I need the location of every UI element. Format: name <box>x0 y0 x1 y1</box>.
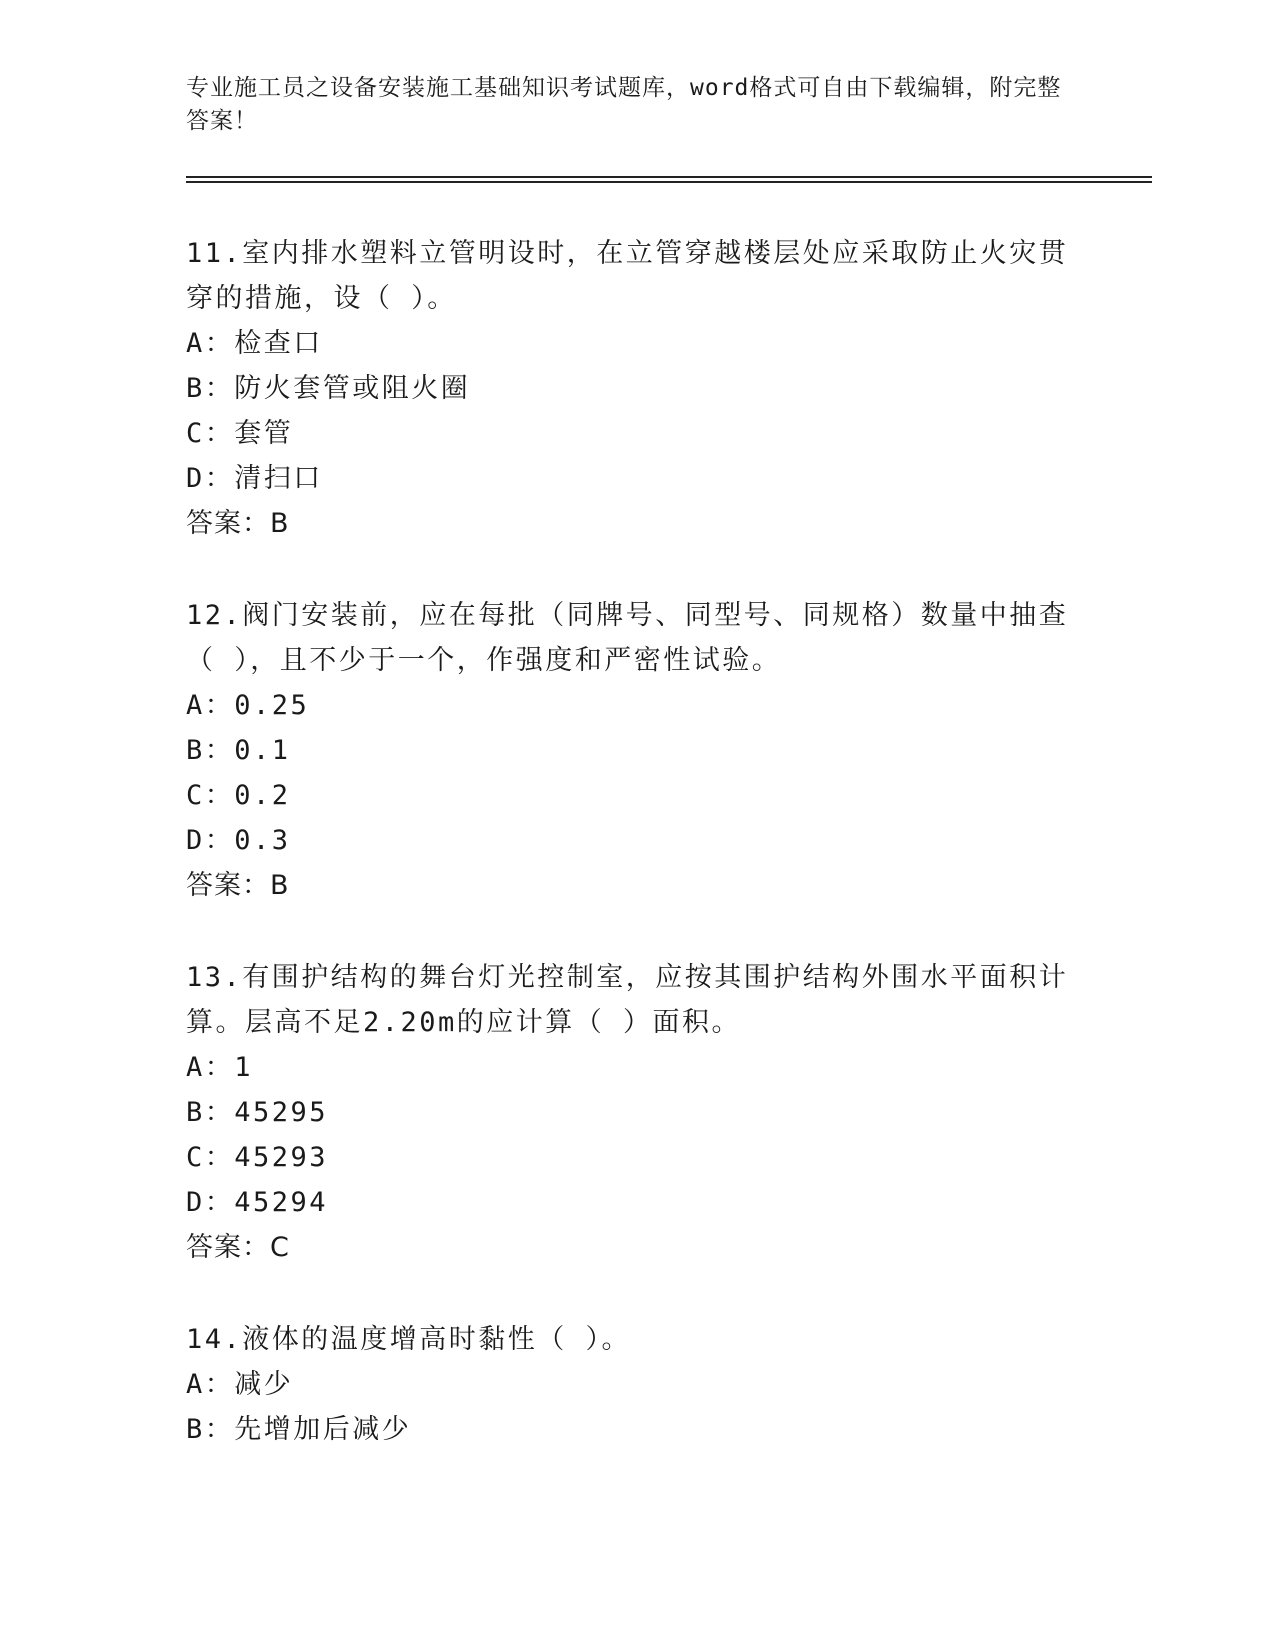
document-title: 专业施工员之设备安装施工基础知识考试题库，word格式可自由下载编辑，附完整答案！ <box>186 75 1062 134</box>
header-divider-top <box>186 176 1152 178</box>
option-b: B：先增加后减少 <box>186 1414 412 1445</box>
option-d: D：45294 <box>186 1187 329 1218</box>
question-text: 11.室内排水塑料立管明设时，在立管穿越楼层处应采取防止火灾贯穿的措施，设（ ）。 <box>186 238 1069 314</box>
document-header <box>186 72 1076 138</box>
question-11 <box>186 231 1086 546</box>
option-a: A：1 <box>186 1052 254 1083</box>
question-12 <box>186 593 1086 908</box>
option-b: B：0.1 <box>186 735 291 766</box>
option-a: A：检查口 <box>186 328 323 359</box>
option-c: C：45293 <box>186 1142 329 1173</box>
question-list <box>186 231 1086 1499</box>
option-c: C：套管 <box>186 418 294 449</box>
option-b: B：45295 <box>186 1097 329 1128</box>
option-a: A：减少 <box>186 1369 294 1400</box>
question-14 <box>186 1317 1086 1452</box>
answer: 答案：C <box>186 1232 290 1263</box>
option-d: D：0.3 <box>186 825 291 856</box>
option-c: C：0.2 <box>186 780 291 811</box>
option-d: D：清扫口 <box>186 463 323 494</box>
option-b: B：防火套管或阻火圈 <box>186 373 471 404</box>
answer: 答案：B <box>186 508 290 539</box>
answer: 答案：B <box>186 870 290 901</box>
question-13 <box>186 955 1086 1270</box>
option-a: A：0.25 <box>186 690 310 721</box>
question-text: 13.有围护结构的舞台灯光控制室，应按其围护结构外围水平面积计算。层高不足2.20m的应计算（ ）面积。 <box>186 962 1069 1038</box>
question-text: 12.阀门安装前，应在每批（同牌号、同型号、同规格）数量中抽查（ ），且不少于一个，作强度和严密性试验。 <box>186 600 1069 676</box>
header-divider-bottom <box>186 181 1152 183</box>
question-text: 14.液体的温度增高时黏性（ ）。 <box>186 1324 632 1355</box>
